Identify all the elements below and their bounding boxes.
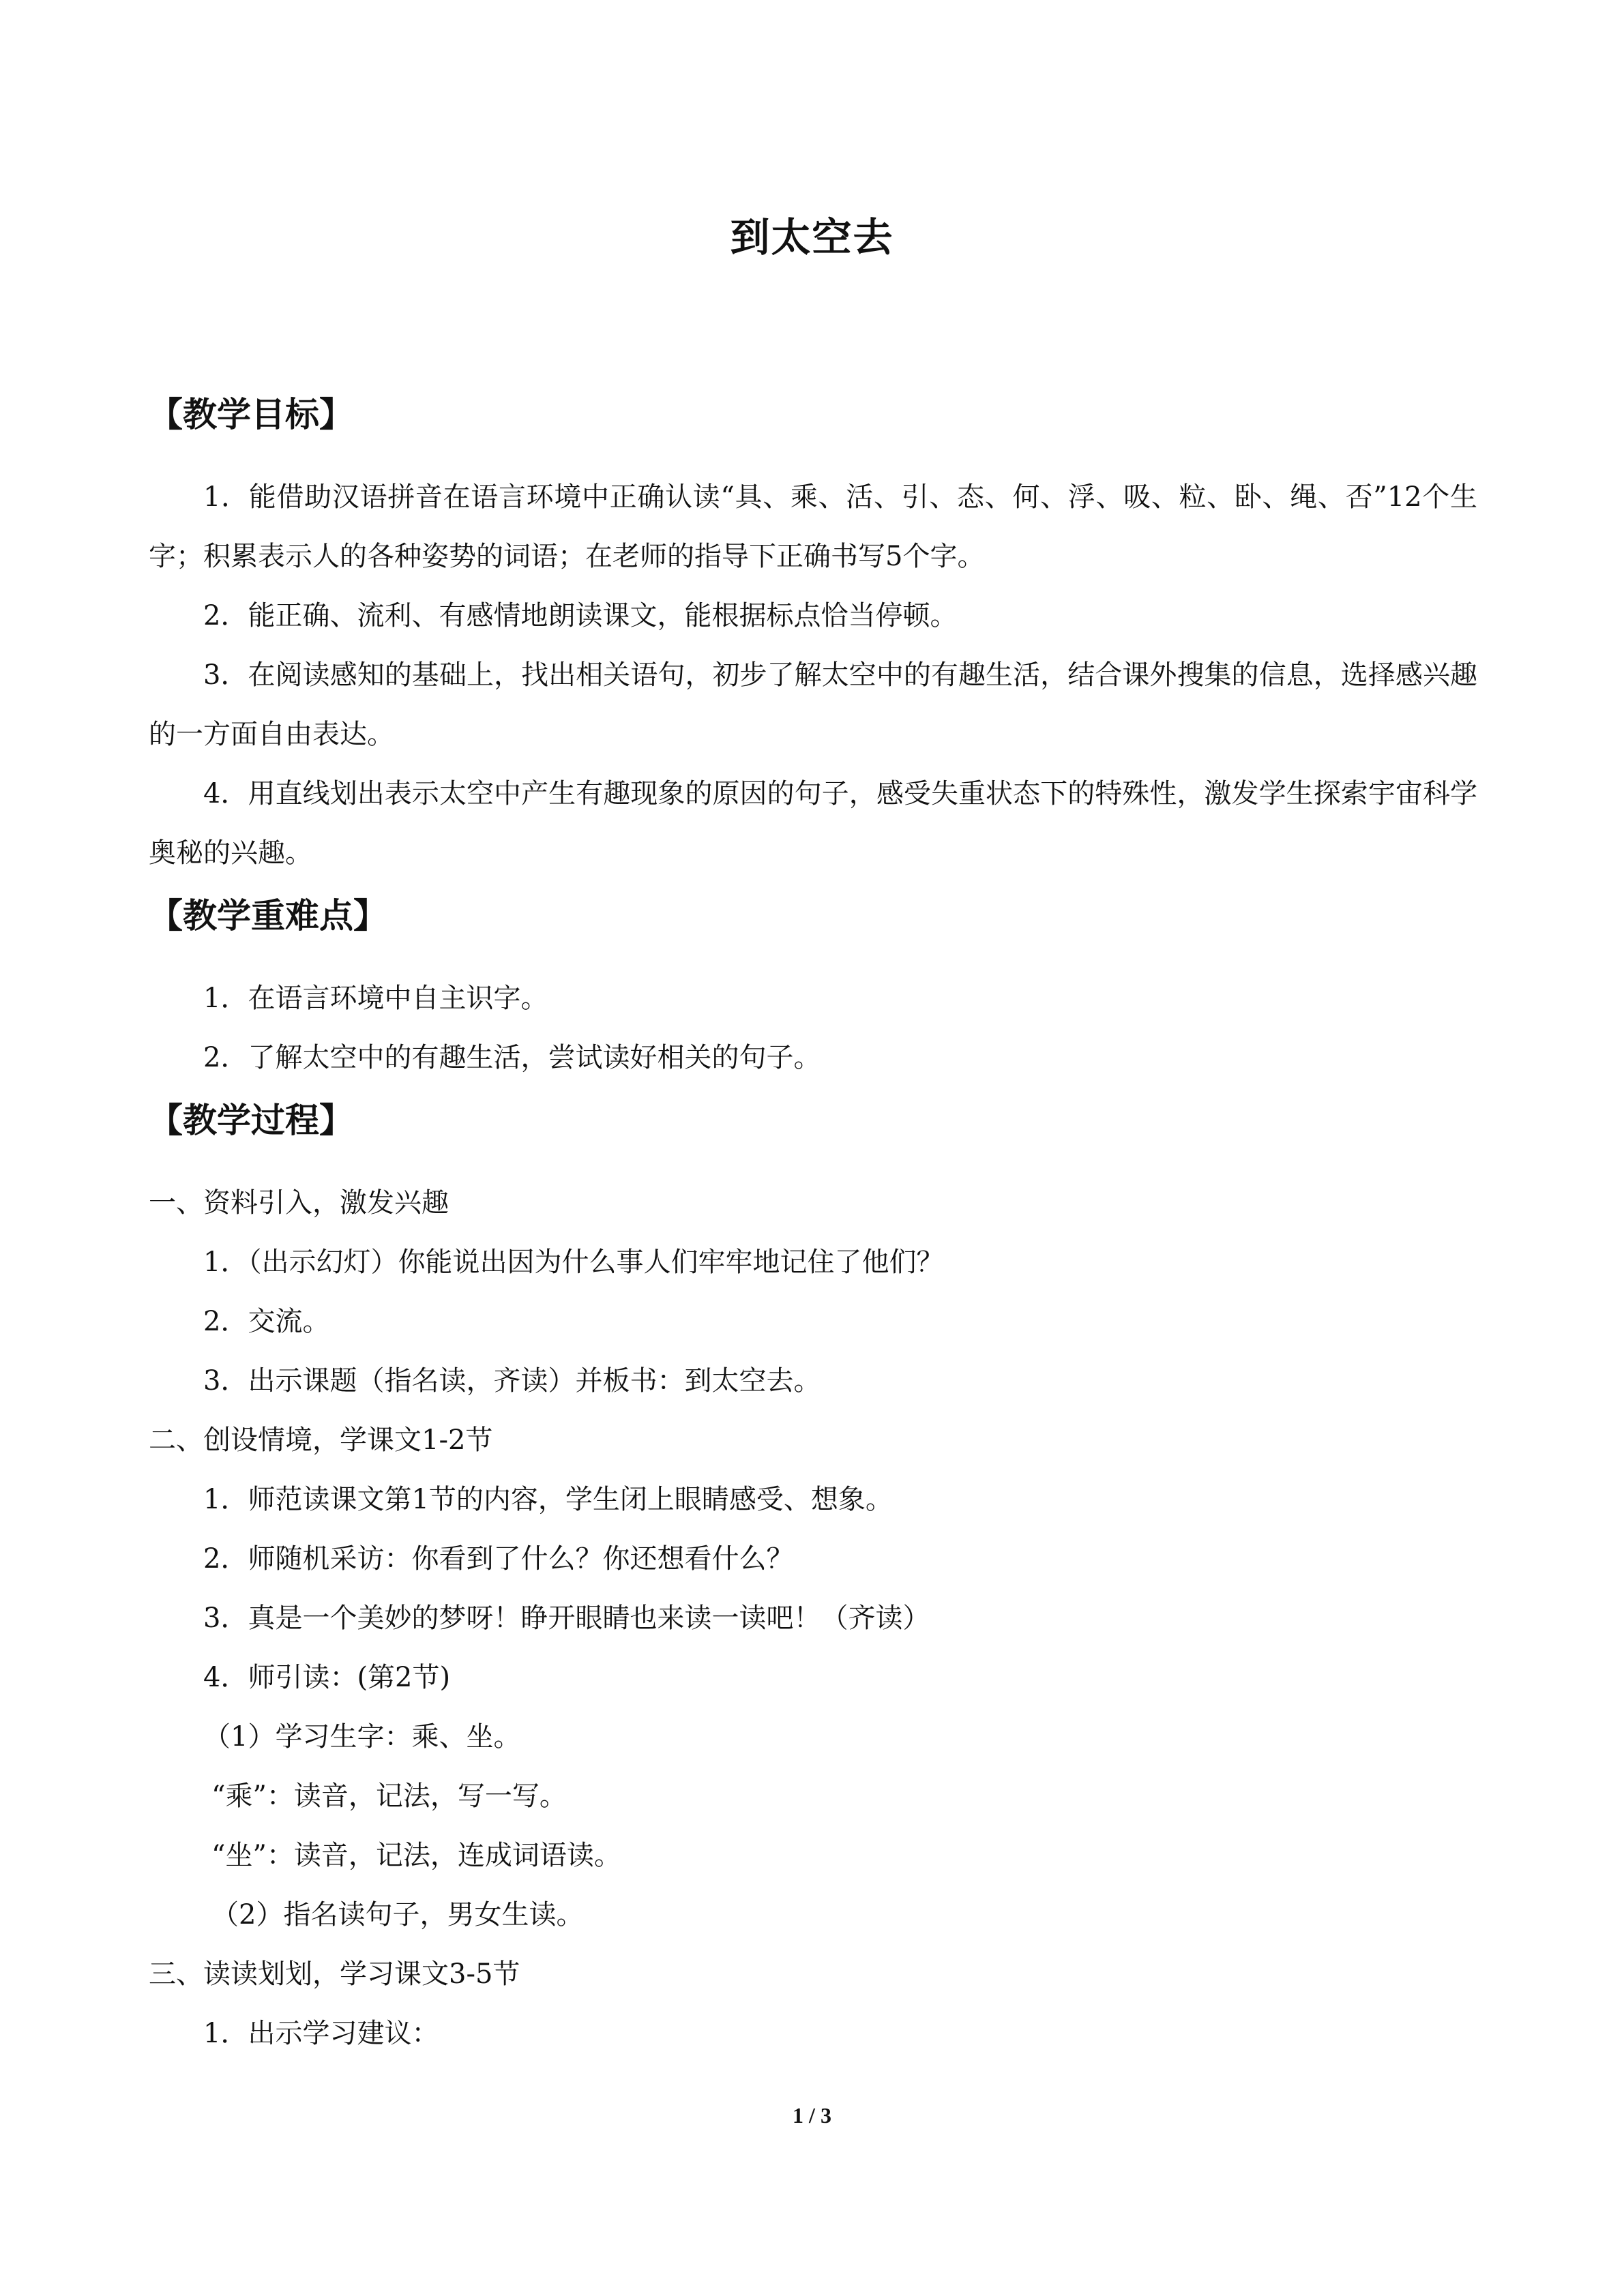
objective-item: 2．能正确、流利、有感情地朗读课文，能根据标点恰当停顿。 (203, 600, 958, 631)
process-item: 2．交流。 (203, 1306, 330, 1337)
objective-item: 4．用直线划出表示太空中产生有趣现象的原因的句子，感受失重状态下的特殊性，激发学生探索宇宙科学奥秘的兴趣。 (149, 778, 1477, 869)
process-item: 4．师引读：(第2节) (203, 1662, 451, 1693)
process-sub-item: （1）学习生字：乘、坐。 (203, 1721, 521, 1753)
process-item: 1．（出示幻灯）你能说出因为什么事人们牢牢地记住了他们？ (203, 1247, 944, 1278)
process-item: 3．出示课题（指名读，齐读）并板书：到太空去。 (203, 1365, 821, 1397)
spacer (149, 949, 1477, 969)
spacer (149, 1153, 1477, 1174)
key-point-item: 1．在语言环境中自主识字。 (203, 983, 548, 1014)
process-sub-item: （2）指名读句子，男女生读。 (211, 1899, 584, 1930)
spacer (149, 447, 1477, 468)
key-point-item: 2．了解太空中的有趣生活，尝试读好相关的句子。 (203, 1042, 821, 1073)
process-item: 1．师范读课文第1节的内容，学生闭上眼睛感受、想象。 (203, 1484, 893, 1515)
section-heading-process: 【教学过程】 (149, 1101, 353, 1140)
process-sub-item: “坐”：读音，记法，连成词语读。 (211, 1840, 621, 1871)
process-item: 1．出示学习建议： (203, 2018, 439, 2049)
process-part-title: 一、资料引入，激发兴趣 (149, 1187, 449, 1219)
objective-item: 1．能借助汉语拼音在语言环境中正确认读“具、乘、活、引、态、何、浮、吸、粒、卧、绳、否”12个生字；积累表示人的各种姿势的词语；在老师的指导下正确书写5个字。 (149, 481, 1477, 572)
document-title: 到太空去 (730, 214, 894, 260)
page-number: 1 / 3 (793, 2103, 831, 2128)
section-heading-objectives: 【教学目标】 (149, 395, 353, 434)
section-heading-key-points: 【教学重难点】 (149, 896, 387, 936)
process-part-title: 二、创设情境，学课文1-2节 (149, 1425, 493, 1456)
process-item: 3．真是一个美妙的梦呀！睁开眼睛也来读一读吧！（齐读） (203, 1602, 930, 1634)
process-sub-item: “乘”：读音，记法，写一写。 (211, 1780, 567, 1812)
process-item: 2．师随机采访：你看到了什么？你还想看什么？ (203, 1543, 794, 1575)
process-part-title: 三、读读划划，学习课文3-5节 (149, 1958, 520, 1990)
document-body (149, 382, 1477, 2063)
objective-item: 3．在阅读感知的基础上，找出相关语句，初步了解太空中的有趣生活，结合课外搜集的信息，选择感兴趣的一方面自由表达。 (149, 659, 1477, 750)
